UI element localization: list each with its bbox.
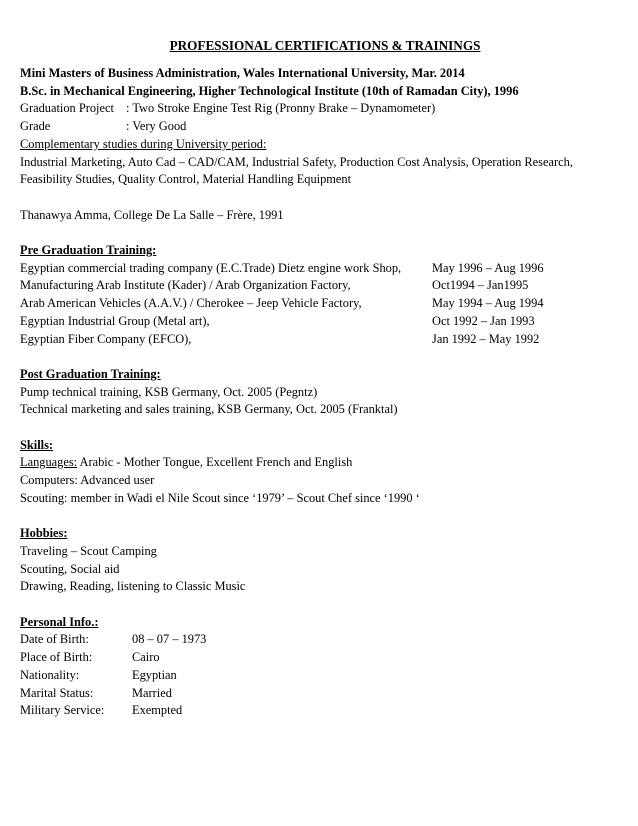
training-description: Manufacturing Arab Institute (Kader) / Arab Organization Factory, <box>20 278 351 293</box>
pre-graduation-list <box>20 260 630 349</box>
post-graduation-item: Technical marketing and sales training, KSB Germany, Oct. 2005 (Franktal) <box>20 402 398 417</box>
personal-info-row <box>20 685 630 703</box>
training-date: May 1996 – Aug 1996 <box>432 260 544 275</box>
pre-graduation-item <box>20 260 630 278</box>
personal-info-label: Military Service: <box>20 703 105 718</box>
spacer <box>20 189 630 207</box>
languages-line <box>20 454 630 472</box>
graduation-project-label: Graduation Project <box>20 101 114 116</box>
grade-row <box>20 118 630 136</box>
skills-heading: Skills: <box>20 437 54 452</box>
personal-info-value: Egyptian <box>132 667 177 682</box>
personal-info-label: Marital Status: <box>20 685 94 700</box>
spacer <box>20 596 630 614</box>
training-description: Egyptian Fiber Company (EFCO), <box>20 331 192 346</box>
hobby-item: Drawing, Reading, listening to Classic Music <box>20 579 246 594</box>
spacer <box>20 419 630 437</box>
graduation-project-value: : Two Stroke Engine Test Rig (Pronny Brake – Dynamometer) <box>126 101 436 116</box>
training-date: May 1994 – Aug 1994 <box>432 296 544 311</box>
personal-info-value: Married <box>132 685 172 700</box>
resume-page <box>20 38 630 720</box>
complementary-line-1: Industrial Marketing, Auto Cad – CAD/CAM, Industrial Safety, Production Cost Analysis, Operation Research, <box>20 154 573 169</box>
post-graduation-heading: Post Graduation Training: <box>20 366 161 381</box>
spacer <box>20 224 630 242</box>
personal-info-row <box>20 649 630 667</box>
hobby-item: Traveling – Scout Camping <box>20 543 157 558</box>
personal-info-value: Cairo <box>132 650 160 665</box>
computers-line: Computers: Advanced user <box>20 473 155 488</box>
personal-info-value: Exempted <box>132 703 183 718</box>
page-title: PROFESSIONAL CERTIFICATIONS & TRAININGS <box>169 38 481 53</box>
pre-graduation-item <box>20 331 630 349</box>
grade-value: : Very Good <box>126 119 187 134</box>
school-line: Thanawya Amma, College De La Salle – Frère, 1991 <box>20 207 284 222</box>
hobby-item: Scouting, Social aid <box>20 561 120 576</box>
personal-info-heading: Personal Info.: <box>20 614 99 629</box>
pre-graduation-heading: Pre Graduation Training: <box>20 243 157 257</box>
spacer <box>20 348 630 366</box>
training-date: Jan 1992 – May 1992 <box>432 331 540 346</box>
training-description: Egyptian Industrial Group (Metal art), <box>20 313 210 328</box>
training-description: Egyptian commercial trading company (E.C.Trade) Dietz engine work Shop, <box>20 260 402 275</box>
personal-info-row <box>20 702 630 720</box>
personal-info-value: 08 – 07 – 1973 <box>132 632 207 647</box>
personal-info-row <box>20 631 630 649</box>
pre-graduation-item <box>20 277 630 295</box>
mba-line: Mini Masters of Business Administration, Wales International University, Mar. 2014 <box>20 66 465 80</box>
personal-info-label: Nationality: <box>20 667 80 682</box>
pre-graduation-item <box>20 295 630 313</box>
bsc-line: B.Sc. in Mechanical Engineering, Higher Technological Institute (10th of Ramadan City), 1996 <box>20 83 519 98</box>
personal-info-row <box>20 667 630 685</box>
training-date: Oct 1992 – Jan 1993 <box>432 313 535 328</box>
languages-label: Languages: <box>20 455 78 470</box>
training-description: Arab American Vehicles (A.A.V.) / Cherokee – Jeep Vehicle Factory, <box>20 296 362 311</box>
graduation-project-row <box>20 100 630 118</box>
languages-value: Arabic - Mother Tongue, Excellent French and English <box>77 455 353 470</box>
complementary-line-2: Feasibility Studies, Quality Control, Material Handling Equipment <box>20 172 352 187</box>
grade-label: Grade <box>20 119 51 134</box>
personal-info-label: Date of Birth: <box>20 632 89 647</box>
complementary-heading: Complementary studies during University period: <box>20 136 267 151</box>
spacer <box>20 508 630 526</box>
post-graduation-item: Pump technical training, KSB Germany, Oct. 2005 (Pegntz) <box>20 384 318 399</box>
personal-info-label: Place of Birth: <box>20 650 93 665</box>
scouting-line: Scouting: member in Wadi el Nile Scout since ‘1979’ – Scout Chef since ‘1990 ‘ <box>20 490 420 505</box>
training-date: Oct1994 – Jan1995 <box>432 278 529 293</box>
pre-graduation-item <box>20 313 630 331</box>
hobbies-heading: Hobbies: <box>20 526 68 541</box>
